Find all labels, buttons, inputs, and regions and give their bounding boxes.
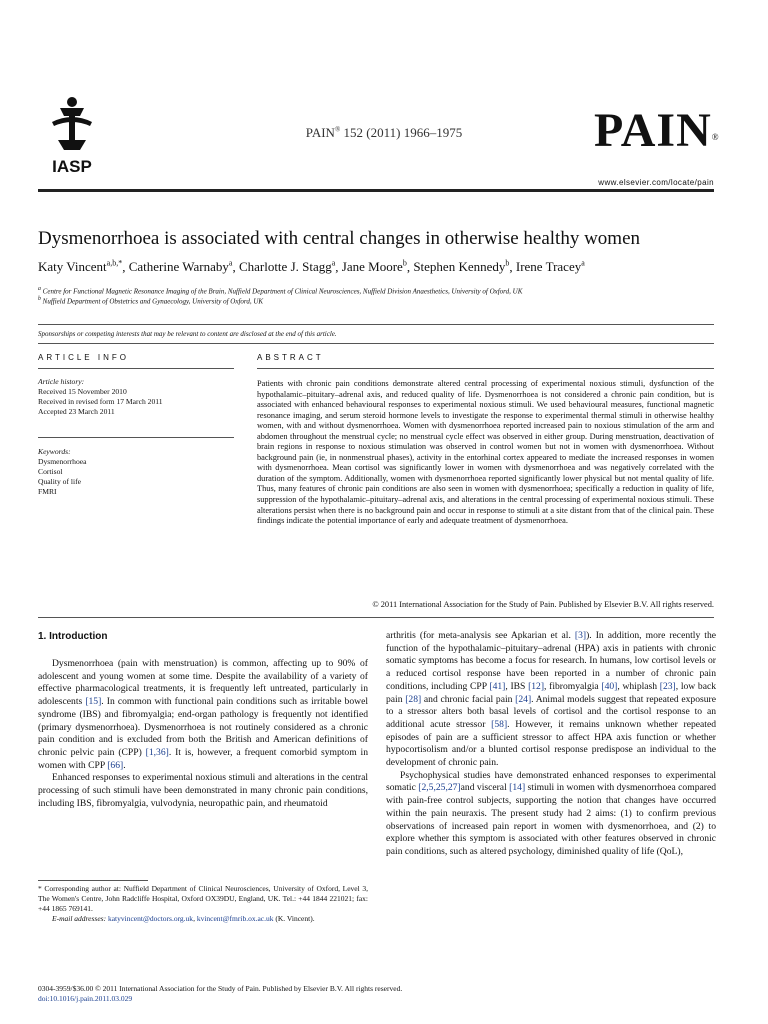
citation-link[interactable]: [15] (85, 696, 102, 708)
history-item: Received in revised form 17 March 2011 (38, 397, 163, 406)
page-footer (38, 984, 714, 1004)
author: Katy Vincent$^{a,b,*}$ (38, 259, 123, 275)
citation-link[interactable]: [1,36] (145, 746, 169, 758)
citation-link[interactable]: [12] (528, 680, 545, 692)
keyword: Dysmenorrhoea (38, 457, 87, 466)
header-rule (38, 189, 714, 192)
divider (38, 617, 714, 618)
keyword: Quality of life (38, 477, 82, 486)
paragraph: Enhanced responses to experimental noxious stimuli and alterations in the central processing of such stimuli have been demonstrated in many chronic pain conditions, including IBS, fibromyalgia, vulvodynia, neuropathic pain, and rheumatoid (38, 772, 368, 809)
keyword: FMRI (38, 487, 57, 496)
body-column-right (386, 630, 716, 859)
sponsorship-note: Sponsorships or competing interests that may be relevant to content are disclosed at the end of this article. (38, 330, 337, 338)
paragraph: arthritis (for meta-analysis see Apkarian et al. [3]). In addition, more recently the function of the hypothalamic–pituitary–adrenal (HPA) axis in patients with chronic somatic symptoms has become a focus for research. In humans, low cortisol levels or a reduced cortisol response have been reported in a number of chronic pain conditions, including CPP [41], IBS [12], fibromyalgia [40], whiplash [23], low back pain [28] and chronic facial pain [24]. Animal models suggest that repeated exposure to a stressor alters both basal levels of cortisol and the cortisol response to an additional acute stressor [58]. However, it remains unknown whether repeated episodes of pain are a sufficient stressor to affect HPA axis function or whether hypocortisolism and/or a blunted cortisol response predispose an individual to the development of chronic pain. (386, 630, 717, 769)
divider (38, 343, 714, 344)
citation-link[interactable]: [58] (491, 718, 508, 730)
history-item: Received 15 November 2010 (38, 387, 127, 396)
citation-link[interactable]: [23] (659, 680, 676, 692)
citation-link[interactable]: [24] (515, 693, 532, 705)
article-history (38, 377, 234, 417)
doi-link[interactable]: doi:10.1016/j.pain.2011.03.029 (38, 994, 133, 1003)
section-heading: 1. Introduction (38, 631, 108, 642)
article-title: Dysmenorrhoea is associated with central changes in otherwise healthy women (38, 228, 641, 249)
citation-link[interactable]: [66] (107, 759, 124, 771)
citation-link[interactable]: [14] (509, 782, 526, 794)
email-link[interactable]: kvincent@fmrib.ox.ac.uk (196, 914, 274, 923)
author: Irene Tracey$^a$ (515, 259, 585, 275)
corresponding-author: * Corresponding author at: Nuffield Department of Clinical Neurosciences, University of Oxford, Level 3, The Women's Centre, John Radcliffe Hospital, Oxford OX39DU, England, UK. Tel.: +44 1844 221021; fax: +44 1865 769141. (38, 884, 368, 913)
abstract-copyright: © 2011 International Association for the Study of Pain. Published by Elsevier B.V. All rights reserved. (372, 600, 714, 609)
author: Catherine Warnaby$^a$ (128, 259, 233, 275)
email-label: E-mail addresses: (52, 914, 107, 923)
history-item: Accepted 23 March 2011 (38, 407, 115, 416)
journal-url-link[interactable]: www.elsevier.com/locate/pain (598, 178, 714, 187)
corresponding-author-footnote: * Corresponding author at: Nuffield Department of Clinical Neurosciences, University of Oxford, Level 3, The Women's Centre, John Radcliffe Hospital, Oxford OX39DU, England, UK. Tel.: +44 1844 221021; fax: +44 1865 769141. E-mail addresses: katyvincent@doctors.org.uk, kvincent@fmrib.ox.ac.uk (K. Vincent). (38, 884, 368, 923)
paragraph: Dysmenorrhoea (pain with menstruation) is common, affecting up to 90% of adolescent and young women at some time. Despite the availability of a variety of effective pharmacological treatments, it is frequently left untreated, particularly in adolescents [15]. In common with functional pain conditions such as irritable bowel syndrome (IBS) and fibromyalgia; end-organ pathology is frequently not identified (primary dysmenorrhoea). Dysmenorrhoea is not routinely considered as a chronic pain condition and is excluded from both the British and American definitions of chronic pelvic pain (CPP) [1,36]. It is, however, a frequent comorbid symptom in women with CPP [66]. (38, 658, 368, 771)
author-list: Katy Vincent$^{a,b,*}$, Catherine Warnaby$^a$, Charlotte J. Stagg$^a$, Jane Moore$^b$, Stephen Kennedy$^b$, Irene Tracey$^a$ (38, 259, 585, 275)
divider (38, 324, 714, 325)
citation-link[interactable]: [2,5,25,27] (418, 782, 461, 794)
issn-line: 0304-3959/$36.00 © 2011 International Association for the Study of Pain. Published by Elsevier B.V. All rights reserved. (38, 984, 403, 993)
author: Stephen Kennedy$^b$ (413, 259, 510, 275)
citation-link[interactable]: [28] (405, 693, 422, 705)
citation-link[interactable]: [3] (574, 630, 587, 641)
divider (38, 437, 234, 438)
article-info-heading: ARTICLE INFO (38, 353, 129, 362)
author: Charlotte J. Stagg$^a$ (238, 259, 336, 275)
abstract-heading: ABSTRACT (257, 353, 324, 362)
keywords-label: Keywords: (38, 447, 71, 456)
footnote-rule (38, 880, 148, 881)
history-label: Article history: (38, 377, 85, 386)
email-link[interactable]: katyvincent@doctors.org.uk (107, 914, 194, 923)
svg-text:IASP: IASP (52, 157, 92, 176)
affiliation-a: $^a$ Centre for Functional Magnetic Resonance Imaging of the Brain, Nuffield Department of Clinical Neurosciences, Nuffield Division Anaesthetics, University of Oxford, UK (38, 286, 523, 296)
divider (257, 368, 714, 369)
abstract-text: Patients with chronic pain conditions demonstrate altered central processing of experimental noxious stimuli, dysfunction of the hypothalamic–pituitary–adrenal axis, and reduced quality of life. Dysmenorrhoea is not considered a chronic pain condition, but is associated with enhanced behavioural responses to experimental noxious stimuli. We used behavioural measures, functional magnetic resonance imaging, and serum steroid hormone levels to investigate the response to experimental thermal stimuli in otherwise healthy women, with and without dysmenorrhoea. Women with dysmenorrhoea reported increased pain to noxious stimulation of the arm and abdomen throughout the menstrual cycle; no menstrual cycle effect was observed in either group. During menstruation, deactivation of brain regions in response to noxious stimulation was observed in control women but not in women with dysmenorrhoea. Without background pain (ie, in nonmenstrual phases), activity in the entorhinal cortex appeared to mediate the increased responses in women with dysmenorrhoea. Mean cortisol was significantly lower in women with dysmenorrhoea and was negatively correlated with the duration of the symptom. Additionally, women with dysmenorrhoea reported significantly lower physical but not mental quality of life. Thus, many features of chronic pain conditions are also seen in women with dysmenorrhoea; specifically a reduction in quality of life, suppression of the hypothalamic–pituitary–adrenal axis, and alterations in the central processing of experimental noxious stimuli. These alterations persist when there is no background pain and occur in response to stimuli at a site distant from that of the clinical pain. These findings indicate the potential importance of early and adequate treatment of dysmenorrhoea. (257, 379, 714, 526)
paragraph: Psychophysical studies have demonstrated enhanced responses to experimental somatic [2,5,25,27]and visceral [14] stimuli in women with dysmenorrhoea compared with pain-free control subjects, supporting the notion that changes have occurred within the pain neuraxis. The present study had 2 aims: (1) to confirm previous observations of increased pain report in women with dysmenorrhoea, and (2) to explore whether this symptom is associated with other features observed in chronic pain conditions, such as altered psychology, diminished quality of life (QoL), (386, 769, 716, 857)
journal-logo: PAIN® (594, 104, 720, 157)
citation-link[interactable]: [40] (601, 680, 618, 692)
citation-link[interactable]: [41] (489, 680, 506, 692)
author: Jane Moore$^b$ (341, 259, 407, 275)
affiliation-b: $^b$ Nuffield Department of Obstetrics and Gynaecology, University of Oxford, UK (38, 296, 264, 306)
keywords (38, 447, 234, 497)
journal-citation: PAIN® 152 (2011) 1966–1975 (305, 125, 463, 140)
divider (38, 368, 234, 369)
keyword: Cortisol (38, 467, 63, 476)
body-column-left (38, 658, 368, 810)
